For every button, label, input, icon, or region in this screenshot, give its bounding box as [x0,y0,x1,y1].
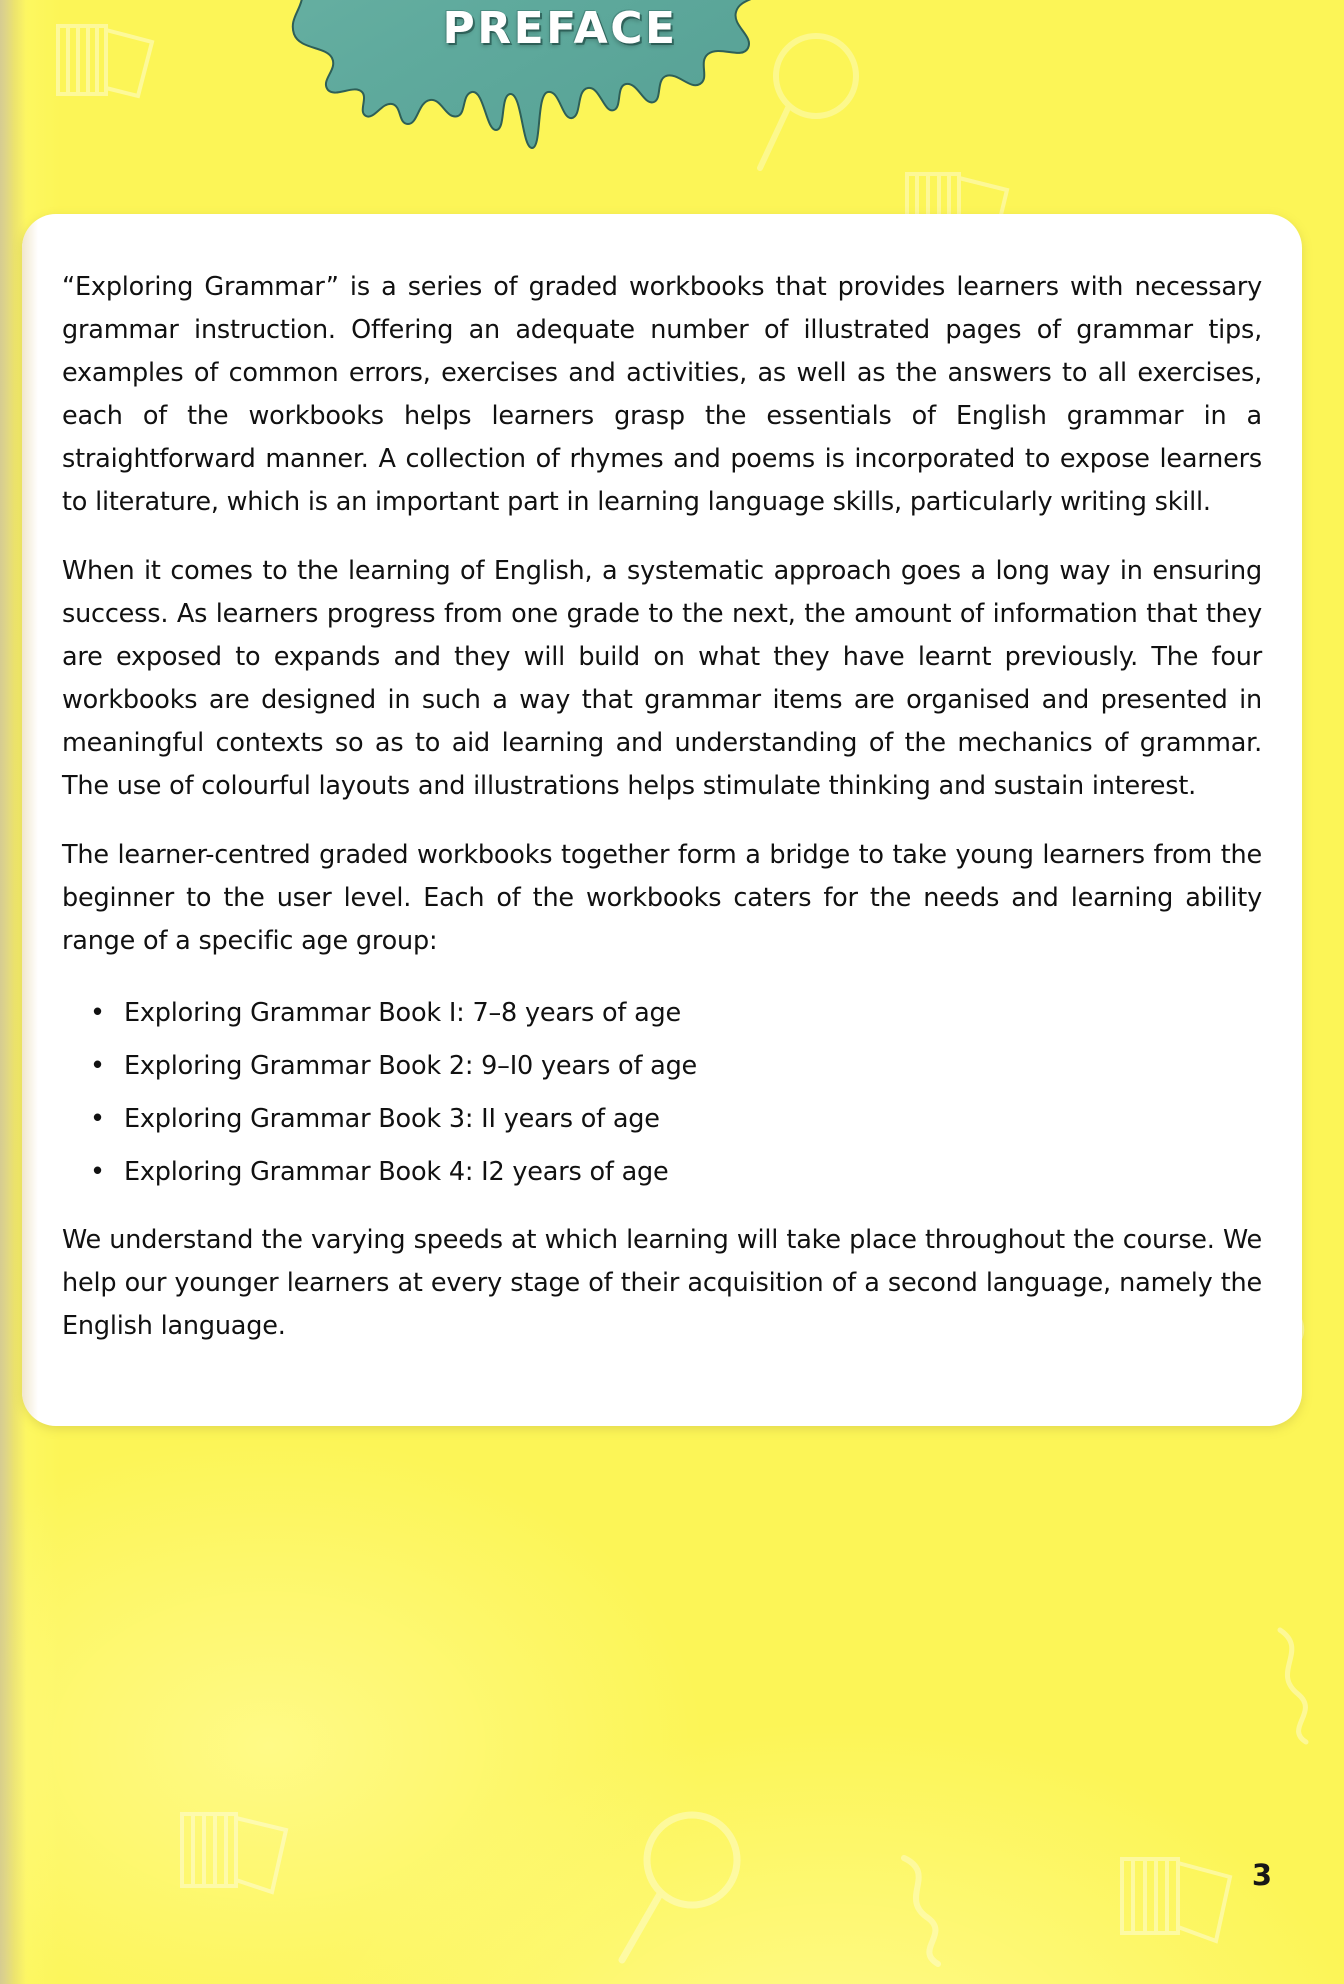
book-doodle-top-left [48,8,168,104]
page-title: PREFACE [442,2,678,54]
list-item-label: Exploring Grammar Book 3: II years of age [124,1104,660,1134]
book-doodle-bottom-right [1110,1845,1250,1955]
paragraph-1: “Exploring Grammar” is a series of graded workbooks that provides learners with necessary grammar instruction. Offering an adequate number of illustrated pages of grammar tips, examples of common errors, exercises and activities, as well as the answers to all exercises, each of the workbooks helps learners grasp the essentials of English grammar in a straightforward manner. A collection of rhymes and poems is incorporated to expose learners to literature, which is an important part in learning language skills, particularly writing skill. [62,272,1262,517]
preface-banner [270,0,790,164]
content-card [22,214,1302,1426]
list-item [90,1042,1262,1091]
squiggle-doodle-right [1260,1620,1344,1750]
preface-body [62,266,1262,1348]
list-item [90,989,1262,1038]
list-item-label: Exploring Grammar Book 4: I2 years of age [124,1157,669,1187]
squiggle-doodle-bottom [880,1840,1000,1970]
bullet-icon: • [90,1157,105,1187]
paragraph-3: The learner-centred graded workbooks together form a bridge to take young learners from the beginner to the user level. Each of the workbooks caters for the needs and learning ability range of a specific age group: [62,840,1262,956]
list-item-label: Exploring Grammar Book I: 7–8 years of age [124,998,682,1028]
list-item [90,1095,1262,1144]
bullet-icon: • [90,1051,105,1081]
paragraph-closing: We understand the varying speeds at which learning will take place throughout the course. We help our younger learners at every stage of their acquisition of a second language, namely the English language. [62,1225,1262,1341]
paragraph-2: When it comes to the learning of English, a systematic approach goes a long way in ensuring success. As learners progress from one grade to the next, the amount of information that they are exposed to expands and they will build on what they have learnt previously. The four workbooks are designed in such a way that grammar items are organised and presented in meaningful contexts so as to aid learning and understanding of the mechanics of grammar. The use of colourful layouts and illustrations helps stimulate thinking and sustain interest. [62,556,1262,801]
page-number: 3 [1251,1858,1272,1892]
book-doodle-bottom-left [170,1800,305,1905]
book-list [62,989,1262,1197]
list-item-label: Exploring Grammar Book 2: 9–I0 years of age [124,1051,698,1081]
list-item [90,1148,1262,1197]
magnifier-doodle-bottom [600,1800,770,1980]
bullet-icon: • [90,998,105,1028]
bullet-icon: • [90,1104,105,1134]
